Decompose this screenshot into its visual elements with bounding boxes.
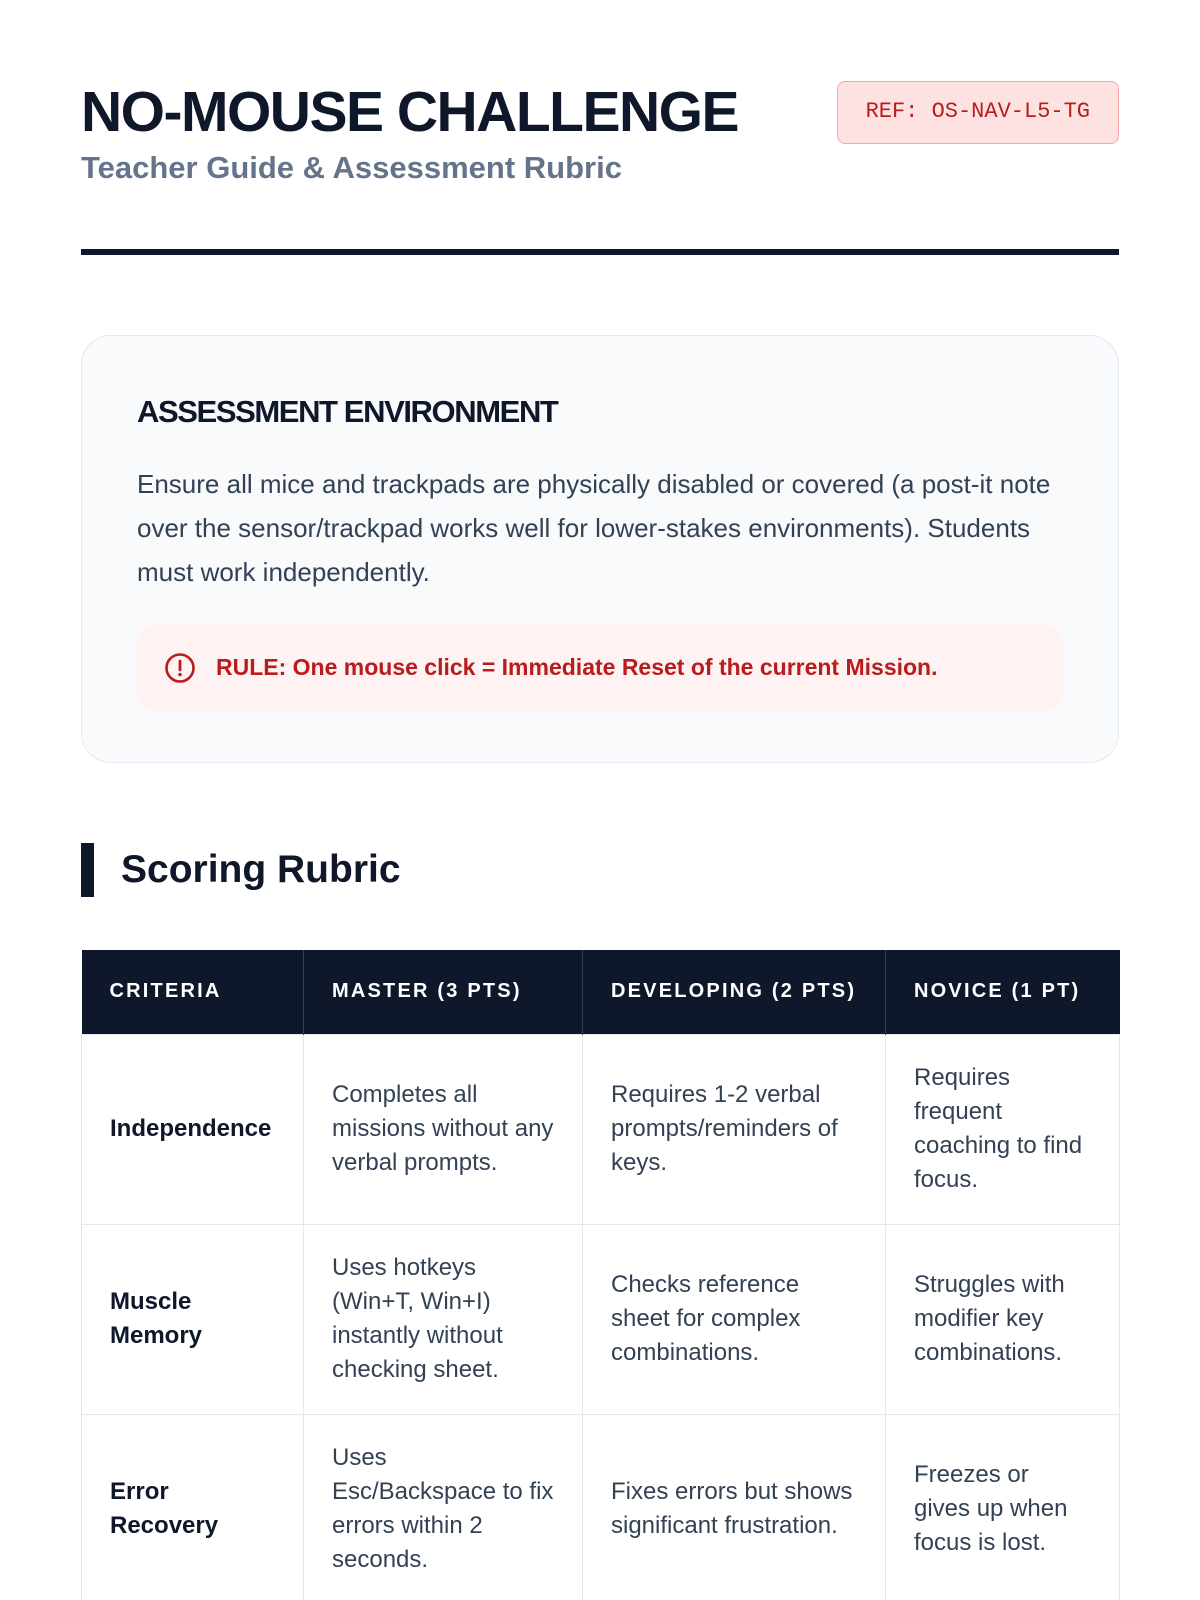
reference-badge: REF: OS-NAV-L5-TG [837, 81, 1119, 144]
assessment-environment-card [81, 335, 1119, 763]
criteria-cell: Independence [82, 1034, 304, 1224]
developing-cell: Requires 1-2 verbal prompts/reminders of keys. [583, 1034, 886, 1224]
rule-text: RULE: One mouse click = Immediate Reset of the current Mission. [216, 654, 938, 680]
criteria-cell: Error Recovery [82, 1414, 304, 1600]
environment-heading: ASSESSMENT ENVIRONMENT [137, 394, 558, 429]
alert-circle-icon [164, 652, 196, 684]
environment-description: Ensure all mice and trackpads are physically disabled or covered (a post-it note over the sensor/trackpad works well for lower-stakes environments). Students must work independently. [137, 469, 1051, 587]
novice-cell: Freezes or gives up when focus is lost. [886, 1414, 1120, 1600]
column-header-novice: NOVICE (1 PT) [886, 950, 1120, 1034]
column-header-developing: DEVELOPING (2 PTS) [583, 950, 886, 1034]
scoring-rubric-table [81, 950, 1120, 1600]
scoring-rubric-heading [81, 843, 1119, 897]
developing-cell: Checks reference sheet for complex combinations. [583, 1224, 886, 1414]
developing-cell: Fixes errors but shows significant frustration. [583, 1414, 886, 1600]
rule-callout [137, 624, 1063, 711]
column-header-criteria: CRITERIA [82, 950, 304, 1034]
table-row [82, 1034, 1120, 1224]
table-header-row [82, 950, 1120, 1034]
novice-cell: Struggles with modifier key combinations. [886, 1224, 1120, 1414]
master-cell: Completes all missions without any verbal prompts. [304, 1034, 583, 1224]
page-header [81, 0, 1119, 255]
novice-cell: Requires frequent coaching to find focus. [886, 1034, 1120, 1224]
section-accent-bar [81, 843, 94, 897]
page-title: NO-MOUSE CHALLENGE [81, 80, 738, 144]
section-title: Scoring Rubric [121, 848, 401, 891]
table-row [82, 1224, 1120, 1414]
column-header-master: MASTER (3 PTS) [304, 950, 583, 1034]
master-cell: Uses hotkeys (Win+T, Win+I) instantly without checking sheet. [304, 1224, 583, 1414]
master-cell: Uses Esc/Backspace to fix errors within 2 seconds. [304, 1414, 583, 1600]
page-subtitle: Teacher Guide & Assessment Rubric [81, 150, 622, 185]
criteria-cell: Muscle Memory [82, 1224, 304, 1414]
table-row [82, 1414, 1120, 1600]
